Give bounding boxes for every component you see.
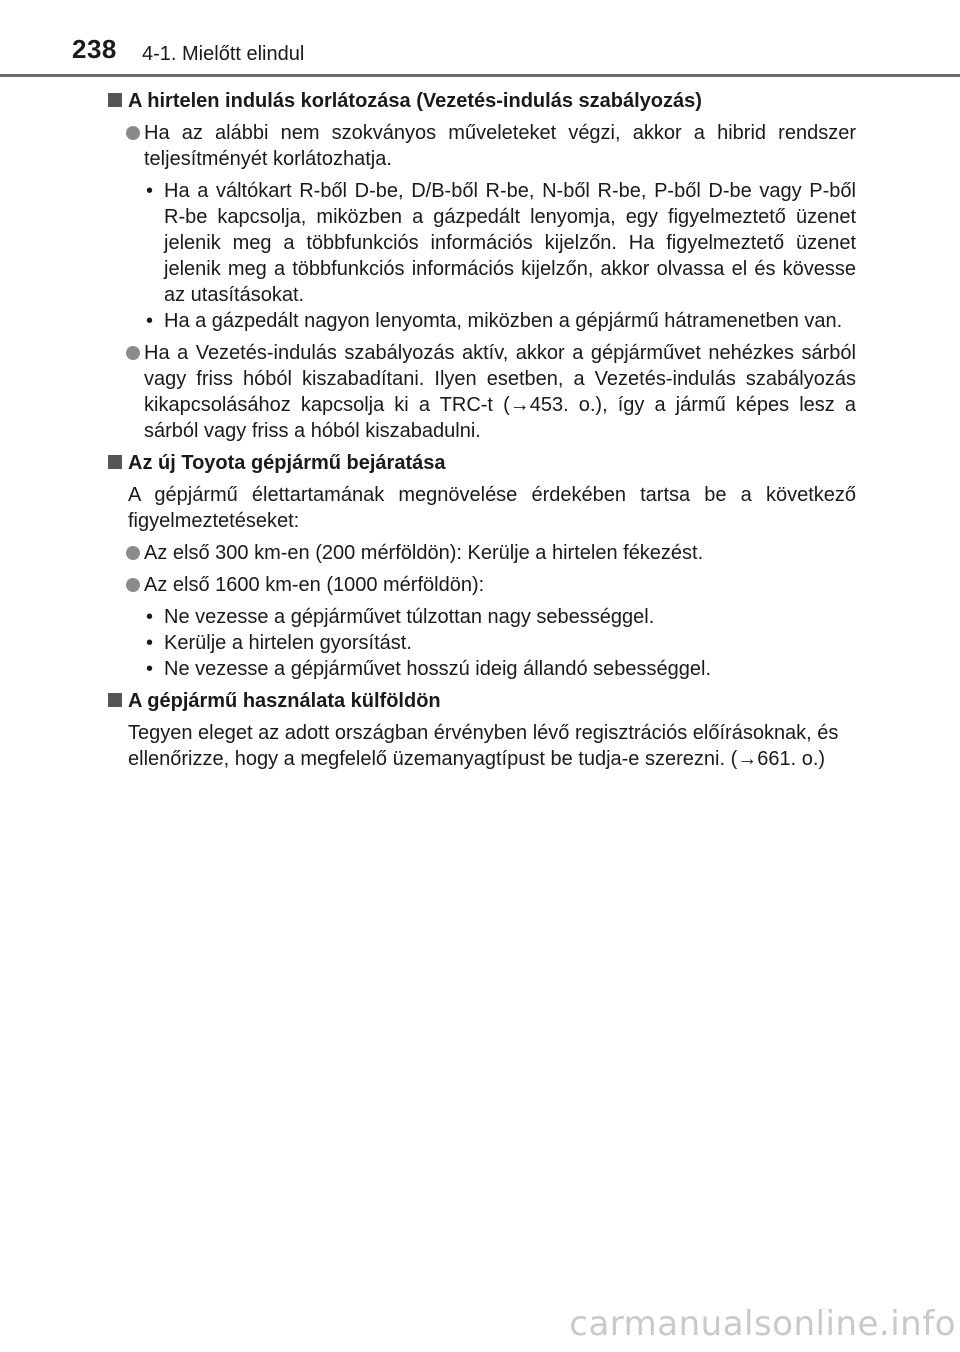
- sub-list-item: [108, 178, 856, 308]
- section-title: [108, 688, 856, 714]
- sub-list-item-text: Ne vezesse a gépjárművet hosszú ideig állandó sebességgel.: [164, 658, 712, 680]
- square-bullet-icon: [108, 693, 122, 707]
- sub-list-item: [108, 308, 856, 334]
- section-launch-control: [108, 88, 856, 444]
- sub-list-item-text: Ha a váltókart R-ből D-be, D/B-ből R-be, N-ből R-be, P-ből D-be vagy P-ből R-be kapcsolja, miközben a gázpedált lenyomja, egy figyelmeztető üzenet jelenik meg a többfunkciós információs kijelzőn. Ha figyelmeztető üzenet jelenik meg a többfunkciós információs kijelzőn, akkor olvassa el és kövesse az utasításokat.: [164, 180, 856, 306]
- sub-list-item-text: Ne vezesse a gépjárművet túlzottan nagy sebességgel.: [164, 606, 655, 628]
- header-divider: [0, 74, 960, 77]
- chapter-title: 4-1. Mielőtt elindul: [142, 43, 305, 65]
- section-title: [108, 88, 856, 114]
- round-bullet-icon: [126, 546, 140, 560]
- sub-list: [108, 178, 856, 334]
- list-item-text: Ha a Vezetés-indulás szabályozás aktív, akkor a gépjárművet nehézkes sárból vagy friss hóból kiszabadítani. Ilyen esetben, a Vezetés-indulás szabályozás kikapcsolásához kapcsolja ki a TRC-t (→453. o.), így a jármű képes lesz a sárból vagy friss a hóból kiszabadulni.: [144, 342, 856, 442]
- watermark: carmanualsonline.info: [569, 1304, 956, 1344]
- list-item: [108, 120, 856, 172]
- round-bullet-icon: [126, 126, 140, 140]
- section-title-text: Az új Toyota gépjármű bejáratása: [128, 452, 446, 474]
- sub-list: [108, 604, 856, 682]
- page-number: 238: [72, 34, 117, 64]
- section-break-in: [108, 450, 856, 682]
- list-item: [108, 572, 856, 598]
- round-bullet-icon: [126, 578, 140, 592]
- list-item: [108, 540, 856, 566]
- sub-list-item: [108, 656, 856, 682]
- section-title-text: A gépjármű használata külföldön: [128, 690, 441, 712]
- page-header: [0, 0, 960, 80]
- section-title: [108, 450, 856, 476]
- section-title-text: A hirtelen indulás korlátozása (Vezetés-indulás szabályozás): [128, 90, 702, 112]
- dot-bullet-icon: •: [146, 658, 154, 680]
- square-bullet-icon: [108, 455, 122, 469]
- list-item-text: Ha az alábbi nem szokványos műveleteket végzi, akkor a hibrid rendszer teljesítményét korlátozhatja.: [144, 122, 856, 170]
- square-bullet-icon: [108, 93, 122, 107]
- sub-list-item: [108, 604, 856, 630]
- list-item: [108, 340, 856, 444]
- page-content: [108, 88, 856, 778]
- dot-bullet-icon: •: [146, 606, 154, 628]
- sub-list-item: [108, 630, 856, 656]
- round-bullet-icon: [126, 346, 140, 360]
- sub-list-item-text: Ha a gázpedált nagyon lenyomta, miközben a gépjármű hátramenetben van.: [164, 310, 843, 332]
- dot-bullet-icon: •: [146, 632, 154, 654]
- list-item-text: Az első 1600 km-en (1000 mérföldön):: [144, 574, 485, 596]
- sub-list-item-text: Kerülje a hirtelen gyorsítást.: [164, 632, 412, 654]
- section-abroad: [108, 688, 856, 772]
- section-intro: Tegyen eleget az adott országban érvényben lévő regisztrációs előírásoknak, és ellenőrizze, hogy a megfelelő üzemanyagtípust be tudja-e szerezni. (→661. o.): [128, 722, 839, 770]
- dot-bullet-icon: •: [146, 310, 154, 332]
- dot-bullet-icon: •: [146, 180, 154, 202]
- section-intro: A gépjármű élettartamának megnövelése érdekében tartsa be a következő figyelmeztetéseket:: [128, 484, 856, 532]
- list-item-text: Az első 300 km-en (200 mérföldön): Kerülje a hirtelen fékezést.: [144, 542, 704, 564]
